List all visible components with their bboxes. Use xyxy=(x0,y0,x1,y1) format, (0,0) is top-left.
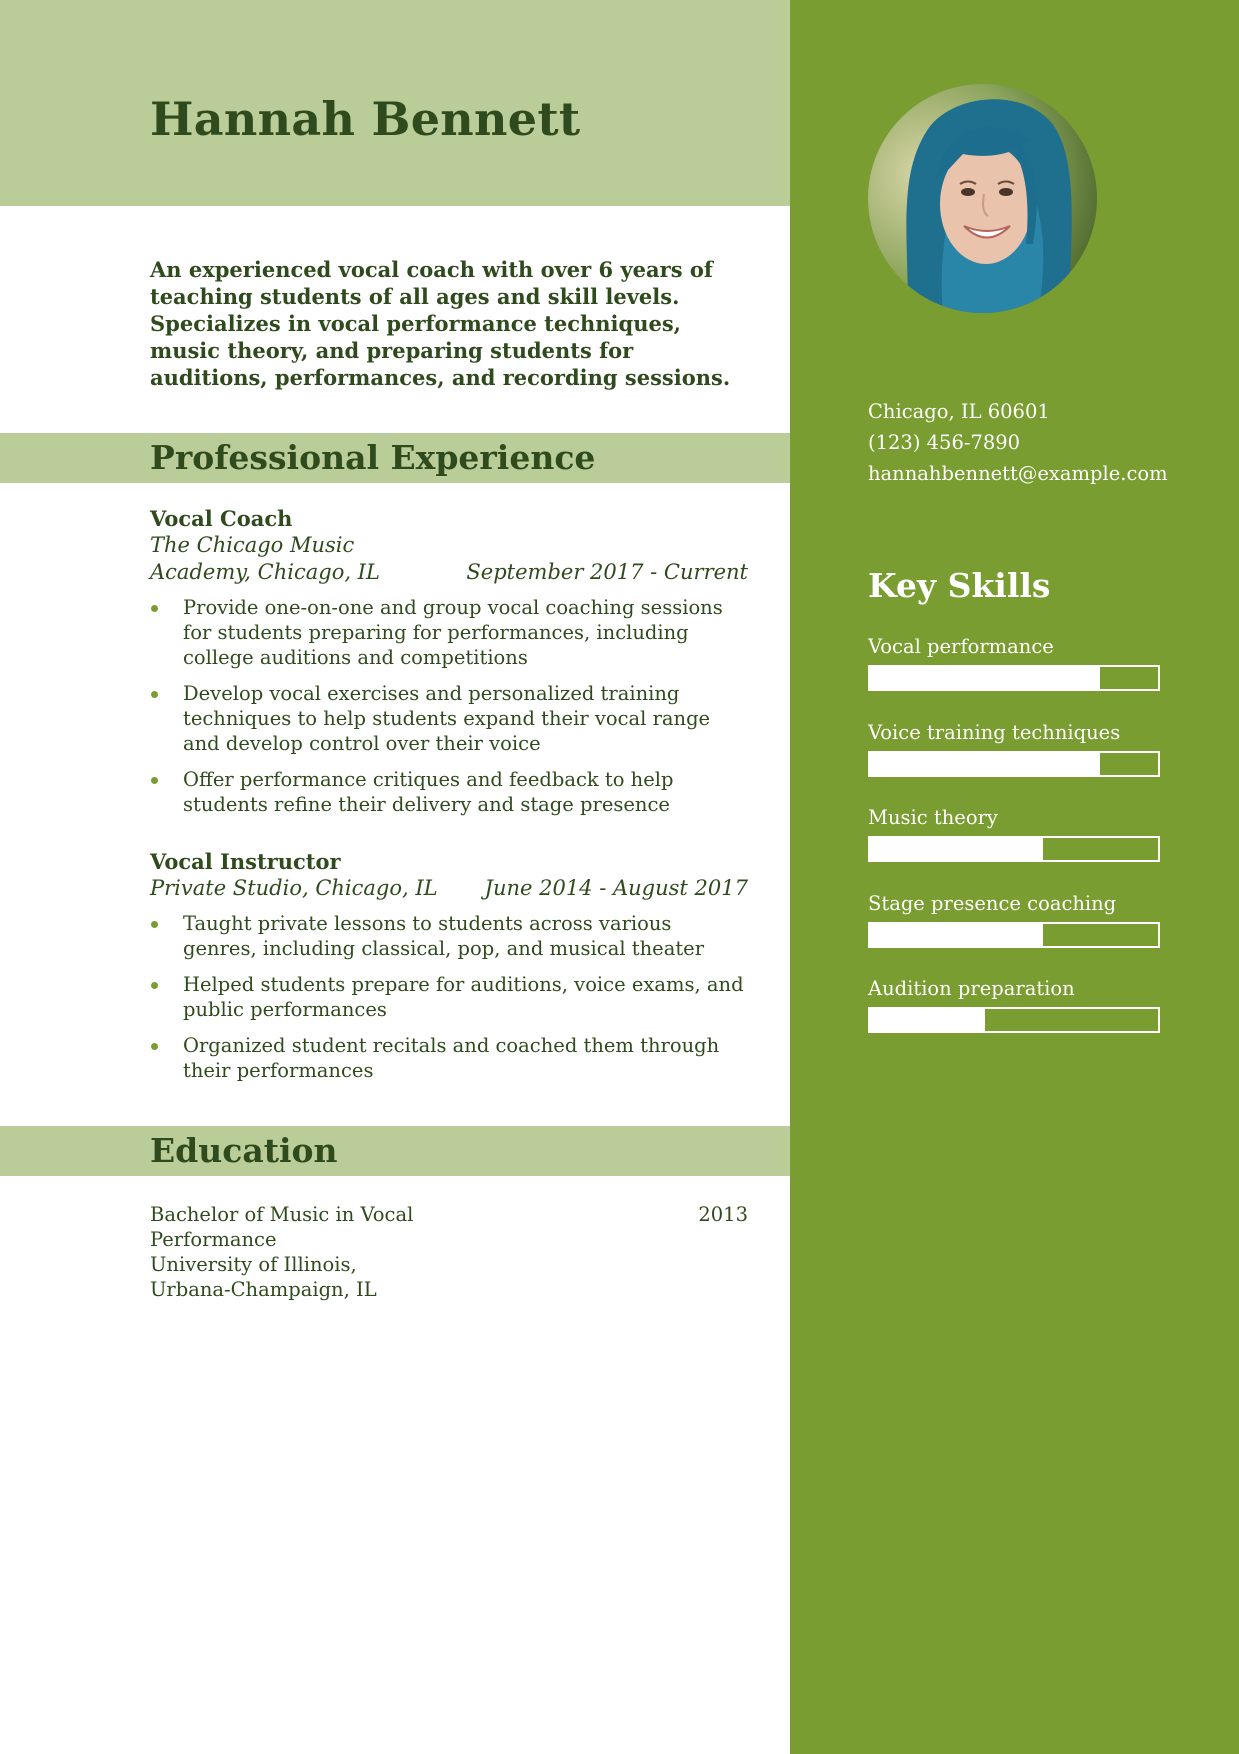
skill-item xyxy=(868,720,1160,777)
contact-email[interactable]: hannahbennett@example.com xyxy=(868,462,1168,485)
skills-heading: Key Skills xyxy=(868,566,1051,605)
job-bullet xyxy=(150,767,750,817)
skill-label: Music theory xyxy=(868,806,998,829)
education-heading: Education xyxy=(150,1131,338,1170)
job-bullet xyxy=(150,911,750,961)
bullet-text: Offer performance critiques and feedback to help students refine their delivery and stage presence xyxy=(183,768,674,816)
job-entry xyxy=(150,506,750,828)
job-bullet xyxy=(150,681,750,756)
bullet-text: Taught private lessons to students across various genres, including classical, pop, and musical theater xyxy=(183,912,705,960)
contact-phone[interactable]: (123) 456-7890 xyxy=(868,431,1021,454)
skill-item xyxy=(868,891,1160,948)
bullet-dot-icon xyxy=(151,921,158,928)
contact-info xyxy=(868,396,1168,489)
bullet-dot-icon xyxy=(151,777,158,784)
profile-photo xyxy=(868,84,1097,313)
skill-label: Voice training techniques xyxy=(868,721,1121,744)
experience-section-header xyxy=(0,433,790,483)
job-title: Vocal Coach xyxy=(150,506,293,531)
skill-item xyxy=(868,976,1160,1033)
school: University of Illinois, Urbana-Champaign, IL xyxy=(150,1253,377,1301)
name-header xyxy=(0,0,790,206)
job-bullet xyxy=(150,595,750,670)
education-details xyxy=(150,1202,430,1302)
job-bullet xyxy=(150,1033,750,1083)
skill-label: Stage presence coaching xyxy=(868,892,1117,915)
skill-label: Vocal performance xyxy=(868,635,1054,658)
graduation-year: 2013 xyxy=(698,1203,748,1226)
job-dates: September 2017 - Current xyxy=(466,560,748,584)
job-bullets xyxy=(150,911,750,1083)
skill-level-fill xyxy=(870,838,1043,860)
job-title: Vocal Instructor xyxy=(150,849,341,874)
education-section-header xyxy=(0,1126,790,1176)
bullet-text: Develop vocal exercises and personalized training techniques to help students expand their vocal range and develop control over their voice xyxy=(183,682,711,755)
bullet-text: Organized student recitals and coached them through their performances xyxy=(183,1034,720,1082)
job-dates: June 2014 - August 2017 xyxy=(484,876,748,900)
skill-level-fill xyxy=(870,753,1100,775)
experience-heading: Professional Experience xyxy=(150,438,596,477)
job-company: The Chicago Music Academy, Chicago, IL xyxy=(150,533,380,584)
skill-bar xyxy=(868,665,1160,691)
skill-level-fill xyxy=(870,1009,985,1031)
skill-bar xyxy=(868,751,1160,777)
bullet-text: Provide one-on-one and group vocal coaching sessions for students preparing for performances, including college auditions and competitions xyxy=(183,596,723,669)
job-bullets xyxy=(150,595,750,817)
bullet-dot-icon xyxy=(151,605,158,612)
job-entry xyxy=(150,849,750,1094)
contact-location: Chicago, IL 60601 xyxy=(868,400,1050,423)
bullet-text: Helped students prepare for auditions, voice exams, and public performances xyxy=(183,973,744,1021)
job-meta xyxy=(150,532,750,586)
bullet-dot-icon xyxy=(151,982,158,989)
skill-bar xyxy=(868,1007,1160,1033)
skill-level-fill xyxy=(870,924,1043,946)
portrait-illustration xyxy=(868,84,1097,313)
bullet-dot-icon xyxy=(151,691,158,698)
education-entry xyxy=(150,1202,750,1302)
job-company: Private Studio, Chicago, IL xyxy=(150,876,438,900)
job-meta xyxy=(150,875,750,902)
skill-bar xyxy=(868,922,1160,948)
degree: Bachelor of Music in Vocal Performance xyxy=(150,1203,414,1251)
bullet-dot-icon xyxy=(151,1043,158,1050)
profile-summary: An experienced vocal coach with over 6 years of teaching students of all ages and skill levels. Specializes in vocal performance techniques, music theory, and preparing students for auditions, performances, and recording sessions. xyxy=(150,257,731,390)
skill-item xyxy=(868,805,1160,862)
skill-item xyxy=(868,634,1160,691)
skill-label: Audition preparation xyxy=(868,977,1075,1000)
candidate-name: Hannah Bennett xyxy=(150,92,581,146)
job-bullet xyxy=(150,972,750,1022)
skill-bar xyxy=(868,836,1160,862)
skill-level-fill xyxy=(870,667,1100,689)
